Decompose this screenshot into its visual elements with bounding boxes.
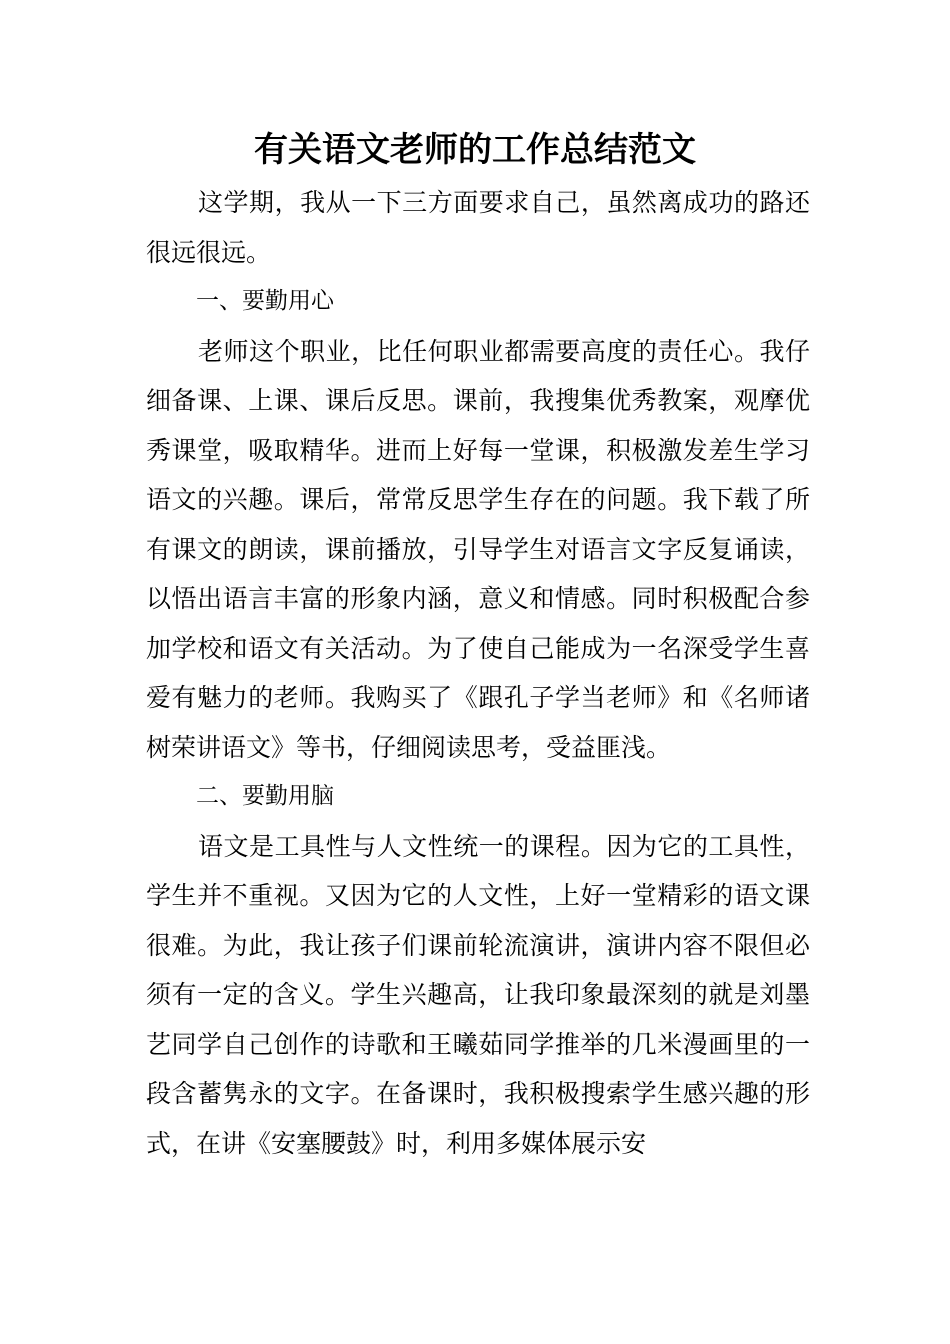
section-2-paragraph: 语文是工具性与人文性统一的课程。因为它的工具性，学生并不重视。又因为它的人文性，上好一堂精彩的语文课很难。为此，我让孩子们课前轮流演讲，演讲内容不限但必须有一定的含义。学生兴趣高，让我印象最深刻的就是刘墨艺同学自己创作的诗歌和王曦茹同学推举的几米漫画里的一段含蓄隽永的文字。在备课时，我积极搜索学生感兴趣的形式，在讲《安塞腰鼓》时，利用多媒体展示安 — [146, 831, 810, 1158]
intro-paragraph: 这学期，我从一下三方面要求自己，虽然离成功的路还很远很远。 — [146, 188, 810, 267]
section-1-heading: 一、要勤用心 — [196, 288, 334, 314]
document-body — [146, 178, 810, 1168]
section-2-heading: 二、要勤用脑 — [196, 783, 334, 809]
section-1-paragraph: 老师这个职业，比任何职业都需要高度的责任心。我仔细备课、上课、课后反思。课前，我搜集优秀教案，观摩优秀课堂，吸取精华。进而上好每一堂课，积极激发差生学习语文的兴趣。课后，常常反思学生存在的问题。我下载了所有课文的朗读，课前播放，引导学生对语言文字反复诵读，以悟出语言丰富的形象内涵，意义和情感。同时积极配合参加学校和语文有关活动。为了使自己能成为一名深受学生喜爱有魅力的老师。我购买了《跟孔子学当老师》和《名师诸树荣讲语文》等书，仔细阅读思考，受益匪浅。 — [146, 336, 810, 762]
document-title: 有关语文老师的工作总结范文 — [254, 130, 696, 170]
